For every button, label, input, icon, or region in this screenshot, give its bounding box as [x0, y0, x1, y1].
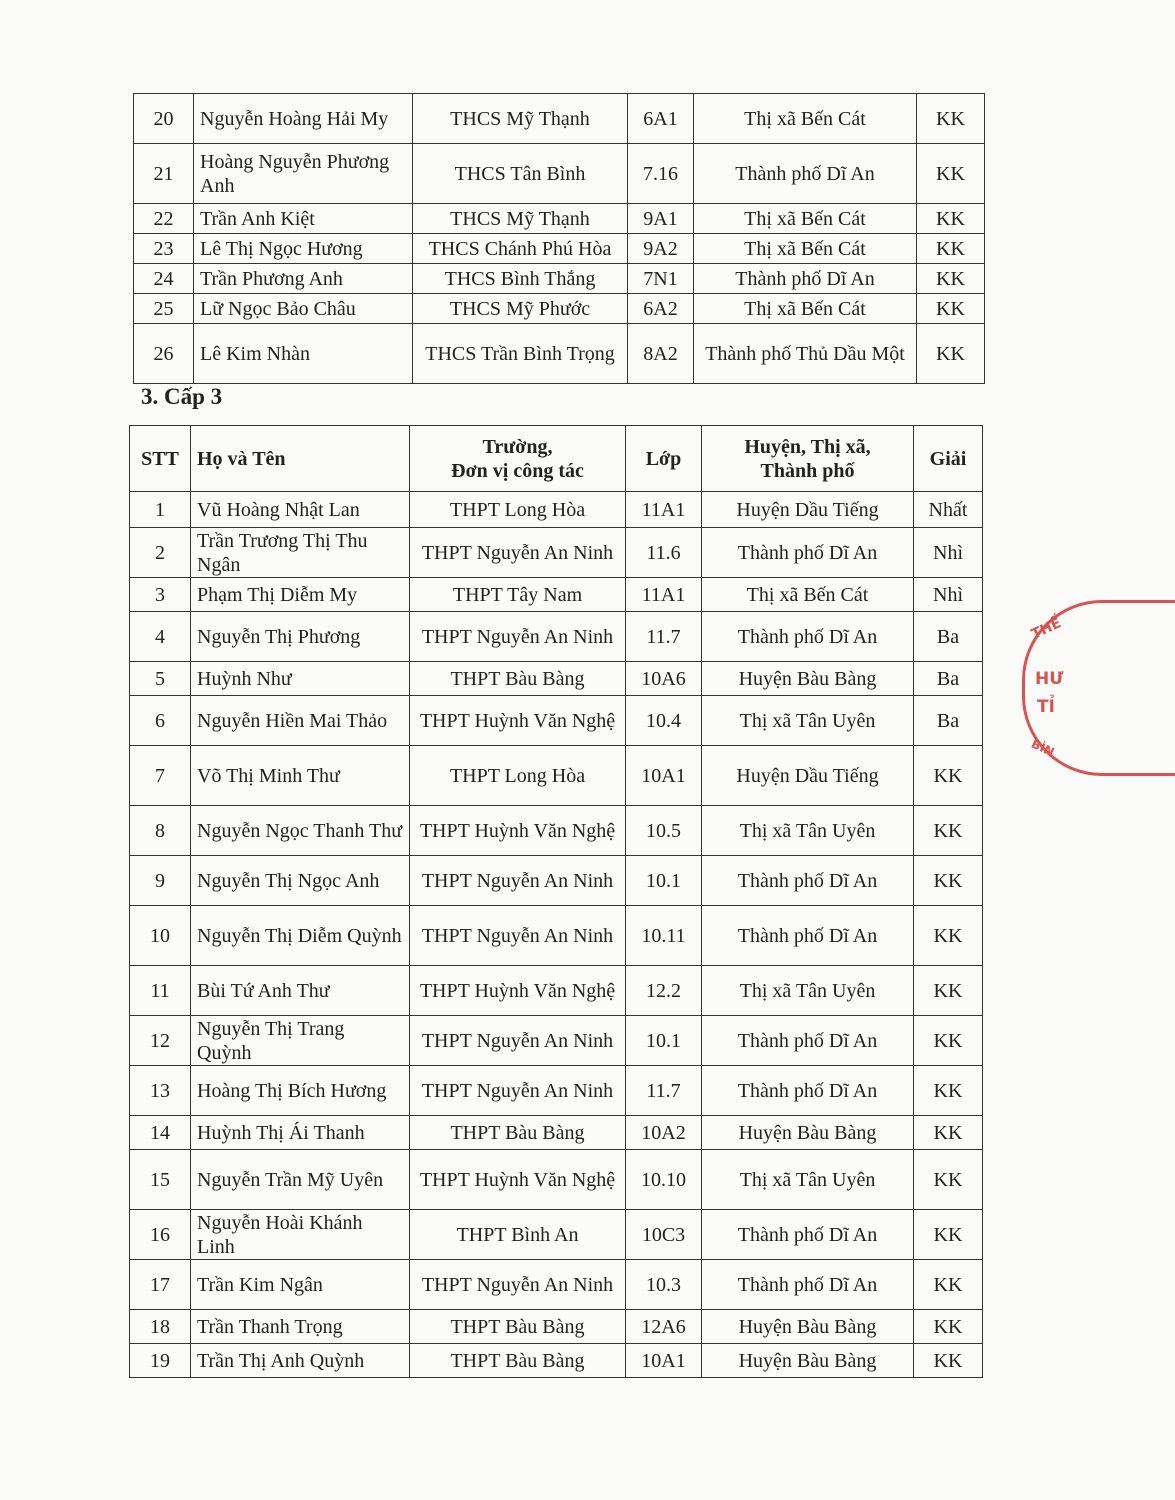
cell-class: 10A6	[626, 662, 702, 696]
table-row	[130, 746, 983, 806]
cell-prize: KK	[914, 856, 983, 906]
cell-district: Thị xã Bến Cát	[694, 234, 917, 264]
cell-stt: 11	[130, 966, 191, 1016]
cell-district: Thị xã Bến Cát	[694, 204, 917, 234]
cell-district: Thành phố Dĩ An	[702, 906, 914, 966]
cell-class: 7.16	[628, 144, 694, 204]
cell-stt: 18	[130, 1310, 191, 1344]
cell-stt: 26	[134, 324, 194, 384]
cell-school: THPT Nguyễn An Ninh	[410, 1066, 626, 1116]
cell-prize: KK	[917, 324, 985, 384]
cell-prize: Nhì	[914, 578, 983, 612]
cell-stt: 17	[130, 1260, 191, 1310]
cell-stt: 7	[130, 746, 191, 806]
cell-district: Thị xã Bến Cát	[694, 94, 917, 144]
cell-stt: 16	[130, 1210, 191, 1260]
cell-name: Nguyễn Thị Ngọc Anh	[191, 856, 410, 906]
cell-stt: 25	[134, 294, 194, 324]
cell-name: Võ Thị Minh Thư	[191, 746, 410, 806]
cell-prize: KK	[917, 144, 985, 204]
cell-name: Lê Kim Nhàn	[194, 324, 413, 384]
cell-school: THPT Nguyễn An Ninh	[410, 906, 626, 966]
seal-text-3: TỈ	[1037, 697, 1055, 717]
cell-class: 10.1	[626, 1016, 702, 1066]
table-row	[130, 662, 983, 696]
cell-class: 10.4	[626, 696, 702, 746]
cell-school: THPT Huỳnh Văn Nghệ	[410, 966, 626, 1016]
cell-district: Huyện Dầu Tiếng	[702, 492, 914, 528]
cell-school: THPT Bình An	[410, 1210, 626, 1260]
cell-school: THPT Long Hòa	[410, 746, 626, 806]
seal-text-4: BÌN	[1029, 736, 1057, 760]
cell-stt: 3	[130, 578, 191, 612]
cell-school: THPT Nguyễn An Ninh	[410, 1260, 626, 1310]
cell-school: THPT Tây Nam	[410, 578, 626, 612]
cell-class: 11.7	[626, 612, 702, 662]
table-row	[134, 294, 985, 324]
cell-school: THCS Chánh Phú Hòa	[413, 234, 628, 264]
cell-name: Nguyễn Hiền Mai Thảo	[191, 696, 410, 746]
cell-school: THPT Bàu Bàng	[410, 662, 626, 696]
seal-text-2: HƯ	[1035, 669, 1064, 689]
cell-stt: 1	[130, 492, 191, 528]
cell-school: THCS Bình Thắng	[413, 264, 628, 294]
cell-school: THCS Mỹ Phước	[413, 294, 628, 324]
table-row	[130, 528, 983, 578]
cell-name: Lữ Ngọc Bảo Châu	[194, 294, 413, 324]
cell-district: Huyện Bàu Bàng	[702, 1310, 914, 1344]
cell-name: Trần Thị Anh Quỳnh	[191, 1344, 410, 1378]
cell-school: THCS Trần Bình Trọng	[413, 324, 628, 384]
cell-district: Thị xã Tân Uyên	[702, 966, 914, 1016]
cell-name: Nguyễn Hoài Khánh Linh	[191, 1210, 410, 1260]
cell-prize: KK	[914, 1210, 983, 1260]
cell-prize: Ba	[914, 696, 983, 746]
cell-district: Thành phố Dĩ An	[702, 1260, 914, 1310]
header-class: Lớp	[626, 426, 702, 492]
cell-class: 11.7	[626, 1066, 702, 1116]
cell-name: Nguyễn Ngọc Thanh Thư	[191, 806, 410, 856]
cell-district: Thành phố Dĩ An	[702, 856, 914, 906]
cell-stt: 8	[130, 806, 191, 856]
cell-district: Thị xã Tân Uyên	[702, 1150, 914, 1210]
cap3-results-table	[129, 425, 983, 1378]
table-row	[130, 1260, 983, 1310]
cell-class: 10C3	[626, 1210, 702, 1260]
cell-prize: KK	[914, 1310, 983, 1344]
table-row	[130, 1116, 983, 1150]
cell-school: THPT Nguyễn An Ninh	[410, 528, 626, 578]
header-school-line2: Đơn vị công tác	[451, 459, 584, 482]
cell-class: 6A1	[628, 94, 694, 144]
cell-district: Thị xã Bến Cát	[694, 294, 917, 324]
cell-name: Nguyễn Hoàng Hải My	[194, 94, 413, 144]
cell-name: Hoàng Nguyễn Phương Anh	[194, 144, 413, 204]
cell-class: 10.5	[626, 806, 702, 856]
header-district-line2: Thành phố	[760, 459, 855, 482]
cell-district: Thị xã Tân Uyên	[702, 806, 914, 856]
header-name	[191, 426, 410, 492]
table-row	[130, 696, 983, 746]
table-row	[130, 612, 983, 662]
cell-stt: 20	[134, 94, 194, 144]
cell-school: THPT Huỳnh Văn Nghệ	[410, 806, 626, 856]
cell-school: THCS Mỹ Thạnh	[413, 204, 628, 234]
table-row	[130, 1210, 983, 1260]
cell-stt: 15	[130, 1150, 191, 1210]
cell-class: 10.10	[626, 1150, 702, 1210]
cell-class: 12.2	[626, 966, 702, 1016]
cell-school: THPT Huỳnh Văn Nghệ	[410, 1150, 626, 1210]
cell-stt: 6	[130, 696, 191, 746]
table-row	[134, 234, 985, 264]
seal-ring	[1022, 600, 1175, 776]
cell-stt: 14	[130, 1116, 191, 1150]
cell-class: 9A1	[628, 204, 694, 234]
cell-prize: KK	[917, 234, 985, 264]
cell-name: Trần Thanh Trọng	[191, 1310, 410, 1344]
cell-prize: KK	[917, 264, 985, 294]
table-row	[130, 906, 983, 966]
cell-district: Thành phố Dĩ An	[702, 612, 914, 662]
cell-prize: KK	[914, 906, 983, 966]
table-row	[134, 204, 985, 234]
cell-class: 10A2	[626, 1116, 702, 1150]
cell-district: Thành phố Dĩ An	[694, 264, 917, 294]
cell-class: 11A1	[626, 578, 702, 612]
table-row	[134, 94, 985, 144]
cell-name: Bùi Tứ Anh Thư	[191, 966, 410, 1016]
cell-prize: KK	[914, 746, 983, 806]
cell-stt: 19	[130, 1344, 191, 1378]
header-school-line1: Trường,	[482, 435, 553, 458]
cell-name: Vũ Hoàng Nhật Lan	[191, 492, 410, 528]
table-row	[130, 856, 983, 906]
cell-stt: 22	[134, 204, 194, 234]
cell-district: Thành phố Dĩ An	[702, 528, 914, 578]
cell-class: 10.11	[626, 906, 702, 966]
cell-class: 8A2	[628, 324, 694, 384]
header-district	[702, 426, 914, 492]
cell-district: Thành phố Dĩ An	[702, 1066, 914, 1116]
cell-class: 10.1	[626, 856, 702, 906]
cell-school: THPT Nguyễn An Ninh	[410, 1016, 626, 1066]
cell-district: Huyện Bàu Bàng	[702, 1344, 914, 1378]
red-seal-stamp	[1018, 600, 1064, 770]
cell-school: THPT Bàu Bàng	[410, 1344, 626, 1378]
cell-prize: KK	[914, 966, 983, 1016]
cell-name: Nguyễn Thị Phương	[191, 612, 410, 662]
header-district-line1: Huyện, Thị xã,	[744, 435, 871, 458]
header-name-label: Họ và Tên	[197, 447, 286, 470]
cell-name: Huỳnh Thị Ái Thanh	[191, 1116, 410, 1150]
cell-school: THPT Long Hòa	[410, 492, 626, 528]
cell-name: Nguyễn Trần Mỹ Uyên	[191, 1150, 410, 1210]
cell-district: Thành phố Dĩ An	[702, 1016, 914, 1066]
cell-stt: 10	[130, 906, 191, 966]
cell-school: THPT Huỳnh Văn Nghệ	[410, 696, 626, 746]
cell-prize: KK	[914, 1150, 983, 1210]
table-row	[134, 144, 985, 204]
cell-district: Huyện Dầu Tiếng	[702, 746, 914, 806]
cell-name: Huỳnh Như	[191, 662, 410, 696]
cell-class: 10.3	[626, 1260, 702, 1310]
cell-prize: Ba	[914, 612, 983, 662]
table-row	[134, 264, 985, 294]
table-row	[134, 324, 985, 384]
cell-prize: KK	[917, 294, 985, 324]
cell-district: Huyện Bàu Bàng	[702, 1116, 914, 1150]
cell-stt: 13	[130, 1066, 191, 1116]
cell-district: Thành phố Dĩ An	[694, 144, 917, 204]
cell-prize: KK	[914, 1066, 983, 1116]
table-row	[130, 1344, 983, 1378]
cell-school: THPT Nguyễn An Ninh	[410, 856, 626, 906]
cell-school: THCS Tân Bình	[413, 144, 628, 204]
table-row	[130, 492, 983, 528]
cell-prize: KK	[914, 1116, 983, 1150]
cell-school: THPT Nguyễn An Ninh	[410, 612, 626, 662]
cell-prize: KK	[914, 806, 983, 856]
seal-text-1: THẾ	[1029, 615, 1064, 643]
cell-class: 9A2	[628, 234, 694, 264]
cell-stt: 21	[134, 144, 194, 204]
cell-prize: Nhất	[914, 492, 983, 528]
cell-prize: Nhì	[914, 528, 983, 578]
table-row	[130, 1310, 983, 1344]
cell-district: Thị xã Tân Uyên	[702, 696, 914, 746]
cell-district: Thành phố Dĩ An	[702, 1210, 914, 1260]
table-row	[130, 1150, 983, 1210]
cell-stt: 4	[130, 612, 191, 662]
cell-district: Thị xã Bến Cát	[702, 578, 914, 612]
table-row	[130, 1016, 983, 1066]
cell-stt: 2	[130, 528, 191, 578]
cell-class: 11.6	[626, 528, 702, 578]
cell-prize: KK	[917, 204, 985, 234]
cell-name: Trần Anh Kiệt	[194, 204, 413, 234]
header-stt: STT	[130, 426, 191, 492]
cell-name: Nguyễn Thị Diễm Quỳnh	[191, 906, 410, 966]
cell-stt: 5	[130, 662, 191, 696]
continued-results-table	[133, 93, 985, 384]
cell-class: 11A1	[626, 492, 702, 528]
table-row	[130, 806, 983, 856]
cell-prize: KK	[914, 1344, 983, 1378]
cell-district: Thành phố Thủ Dầu Một	[694, 324, 917, 384]
cell-stt: 23	[134, 234, 194, 264]
cell-name: Trần Trương Thị Thu Ngân	[191, 528, 410, 578]
section-title: 3. Cấp 3	[141, 384, 223, 409]
cell-prize: KK	[914, 1260, 983, 1310]
cell-name: Trần Kim Ngân	[191, 1260, 410, 1310]
cell-school: THPT Bàu Bàng	[410, 1310, 626, 1344]
cell-name: Phạm Thị Diễm My	[191, 578, 410, 612]
cell-class: 10A1	[626, 1344, 702, 1378]
table-row	[130, 966, 983, 1016]
cell-prize: KK	[917, 94, 985, 144]
cell-stt: 9	[130, 856, 191, 906]
cell-name: Lê Thị Ngọc Hương	[194, 234, 413, 264]
cell-class: 12A6	[626, 1310, 702, 1344]
table-header-row	[130, 426, 983, 492]
cell-stt: 12	[130, 1016, 191, 1066]
cell-class: 10A1	[626, 746, 702, 806]
cell-prize: KK	[914, 1016, 983, 1066]
header-prize: Giải	[914, 426, 983, 492]
table-row	[130, 578, 983, 612]
cell-class: 7N1	[628, 264, 694, 294]
cell-school: THCS Mỹ Thạnh	[413, 94, 628, 144]
header-school	[410, 426, 626, 492]
cell-district: Huyện Bàu Bàng	[702, 662, 914, 696]
cell-class: 6A2	[628, 294, 694, 324]
cell-stt: 24	[134, 264, 194, 294]
cell-name: Trần Phương Anh	[194, 264, 413, 294]
cell-name: Hoàng Thị Bích Hương	[191, 1066, 410, 1116]
cell-prize: Ba	[914, 662, 983, 696]
table-row	[130, 1066, 983, 1116]
cell-name: Nguyễn Thị Trang Quỳnh	[191, 1016, 410, 1066]
cell-school: THPT Bàu Bàng	[410, 1116, 626, 1150]
